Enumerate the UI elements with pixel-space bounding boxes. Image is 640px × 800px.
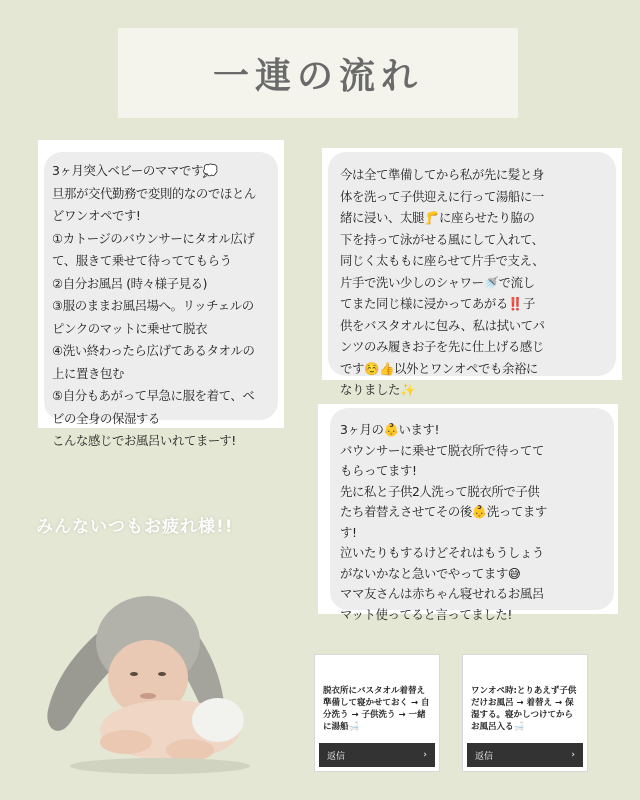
message-card-2	[322, 148, 622, 397]
reply-button-label: 返信	[327, 751, 346, 762]
reply-button[interactable]	[319, 743, 435, 767]
baby-in-bunny-hat-photo	[30, 570, 260, 780]
title-banner	[118, 28, 518, 118]
reply-text: 脱衣所にバスタオル着替え準備して寝かせておく → 自分洗う → 子供洗う → 一緒に湯船🛁	[323, 686, 430, 732]
message-card-1	[38, 140, 284, 448]
reply-card-1	[314, 654, 440, 772]
message-bubble	[44, 152, 278, 448]
message-card-3	[318, 404, 618, 622]
reply-button[interactable]	[467, 743, 583, 767]
message-bubble	[330, 408, 614, 622]
caption-text: みんないつもお疲れ様!!	[36, 517, 234, 537]
reply-text: ワンオペ時:とりあえず子供だけお風呂 → 着替え → 保湿する。寝かしつけてからお風呂入る🛁	[471, 686, 577, 732]
message-text: 3ヶ月の👶います! バウンサーに乗せて脱衣所で待ってて もらってます! 先に私と子供2人洗って脱衣所で子供 たち着替えさせてその後👶洗ってます す! 泣いたりもするけどそれはもうしょう がないかなと急いでやってます😅 ママ友さんは赤ちゃん寝せれるお風呂 マット使ってると言ってました!	[340, 422, 547, 622]
reply-button-label: 返信	[475, 751, 494, 762]
reply-card-2	[462, 654, 588, 772]
page-title: 一連の流れ	[212, 55, 423, 97]
message-text: 3ヶ月突入ベビーのママです💭 旦那が交代勤務で変則的なのでほとん どワンオペです! ①カトージのバウンサーにタオル広げ て、服きて乗せて待っててもらう ②自分お風呂 (時々様子見る) ③服のままお風呂場へ。リッチェルの ピンクのマットに乗せて脱衣 ④洗い終わったら広げてあるタオルの 上に置き包む ⑤自分もあがって早急に服を着て、ベ ビの全身の保湿する こんな感じでお風呂いれてまーす!	[52, 163, 256, 448]
chevron-right-icon: ›	[571, 750, 575, 760]
message-bubble	[328, 152, 616, 397]
message-text: 今は全て準備してから私が先に髪と身 体を洗って子供迎えに行って湯船に一 緒に浸い、太腿🦵に座らせたり脇の 下を持って泳がせる風にして入れて、 同じく太ももに座らせて片手で支え、 片手で洗い少しのシャワー🚿で流し てまた同じ様に浸かってあがる‼️子 供をバスタオルに包み、私は拭いてパ ンツのみ履きお子を先に仕上げる感じ です☺️👍以外とワンオペでも余裕に なりました✨	[340, 167, 545, 397]
chevron-right-icon: ›	[423, 750, 427, 760]
